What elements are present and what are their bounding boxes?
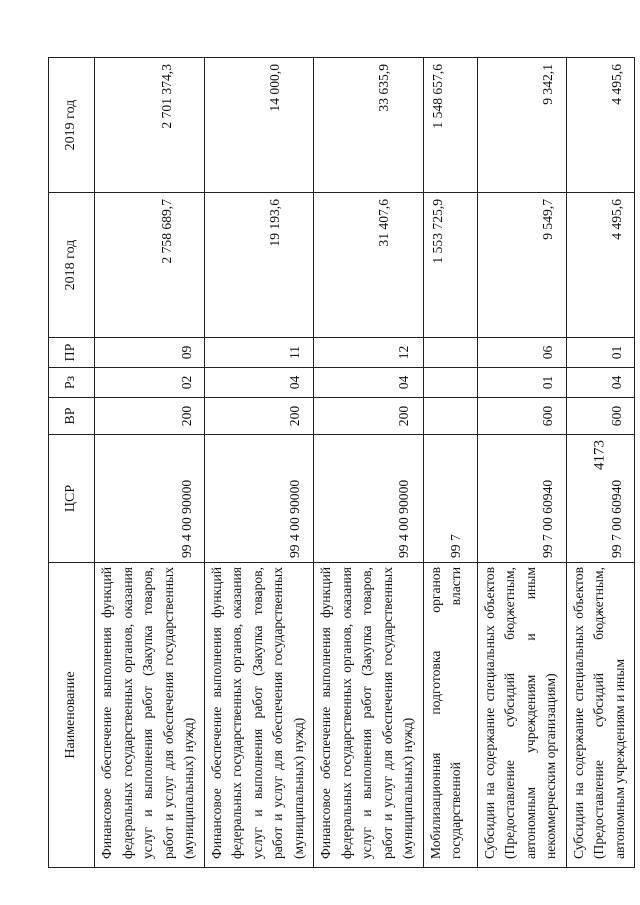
table-row	[314, 58, 424, 868]
row-csr: 99 4 00 90000	[95, 435, 205, 563]
row-csr: 99 4 00 90000	[314, 435, 424, 563]
row-name: Мобилизационная подготовка органов государственной власти	[423, 563, 477, 868]
budget-table-rotated	[48, 58, 627, 868]
row-rz: 01	[477, 368, 566, 398]
table-row	[204, 58, 314, 868]
header-csr: ЦСР	[49, 435, 95, 563]
row-2019: 4 495,6	[566, 58, 635, 193]
row-vr: 200	[314, 398, 424, 435]
row-2018: 2 758 689,7	[95, 193, 205, 338]
row-name: Субсидии на содержание специальных объектов (Предоставление субсидий бюджетным, автономным учреждениям и иным некоммерческим организациям)	[477, 563, 566, 868]
row-rz: 02	[95, 368, 205, 398]
row-pr: 11	[204, 338, 314, 368]
row-2019: 9 342,1	[477, 58, 566, 193]
row-2019: 1 548 657,6	[423, 58, 477, 193]
row-2018: 1 553 725,9	[423, 193, 477, 338]
row-2019: 2 701 374,3	[95, 58, 205, 193]
row-rz: 04	[204, 368, 314, 398]
table-header-row	[49, 58, 95, 868]
row-2018: 4 495,6	[566, 193, 635, 338]
row-2019: 14 000,0	[204, 58, 314, 193]
table-row	[477, 58, 566, 868]
header-pr: ПР	[49, 338, 95, 368]
header-name: Наименование	[49, 563, 95, 868]
row-2019: 33 635,9	[314, 58, 424, 193]
row-vr: 600	[566, 398, 635, 435]
row-name: Финансовое обеспечение выполнения функций федеральных государственных органов, оказания услуг и выполнения работ (Закупка товаров, работ и услуг для обеспечения государственных (муниципальных) нужд)	[95, 563, 205, 868]
table-row	[566, 58, 635, 868]
row-vr: 600	[477, 398, 566, 435]
row-pr: 06	[477, 338, 566, 368]
row-2018: 31 407,6	[314, 193, 424, 338]
row-rz	[423, 368, 477, 398]
table-row	[423, 58, 477, 868]
budget-table	[48, 57, 635, 868]
row-csr: 99 4 00 90000	[204, 435, 314, 563]
row-name: Финансовое обеспечение выполнения функций федеральных государственных органов, оказания услуг и выполнения работ (Закупка товаров, работ и услуг для обеспечения государственных (муниципальных) нужд)	[314, 563, 424, 868]
row-pr: 01	[566, 338, 635, 368]
row-vr	[423, 398, 477, 435]
row-csr: 99 7 00 60940	[566, 435, 635, 563]
row-pr: 09	[95, 338, 205, 368]
row-rz: 04	[314, 368, 424, 398]
page-number: 4173	[591, 440, 608, 470]
row-pr: 12	[314, 338, 424, 368]
header-rz: Рз	[49, 368, 95, 398]
row-name: Финансовое обеспечение выполнения функций федеральных государственных органов, оказания услуг и выполнения работ (Закупка товаров, работ и услуг для обеспечения государственных (муниципальных) нужд)	[204, 563, 314, 868]
row-csr: 99 7 00 60940	[477, 435, 566, 563]
row-name: Субсидии на содержание специальных объектов (Предоставление субсидий бюджетным, автономным учреждениям и иным	[566, 563, 635, 868]
row-2018: 19 193,6	[204, 193, 314, 338]
row-rz: 04	[566, 368, 635, 398]
row-pr	[423, 338, 477, 368]
row-csr: 99 7	[423, 435, 477, 563]
table-row	[95, 58, 205, 868]
header-vr: ВР	[49, 398, 95, 435]
header-2018: 2018 год	[49, 193, 95, 338]
header-2019: 2019 год	[49, 58, 95, 193]
row-vr: 200	[204, 398, 314, 435]
row-vr: 200	[95, 398, 205, 435]
row-2018: 9 549,7	[477, 193, 566, 338]
